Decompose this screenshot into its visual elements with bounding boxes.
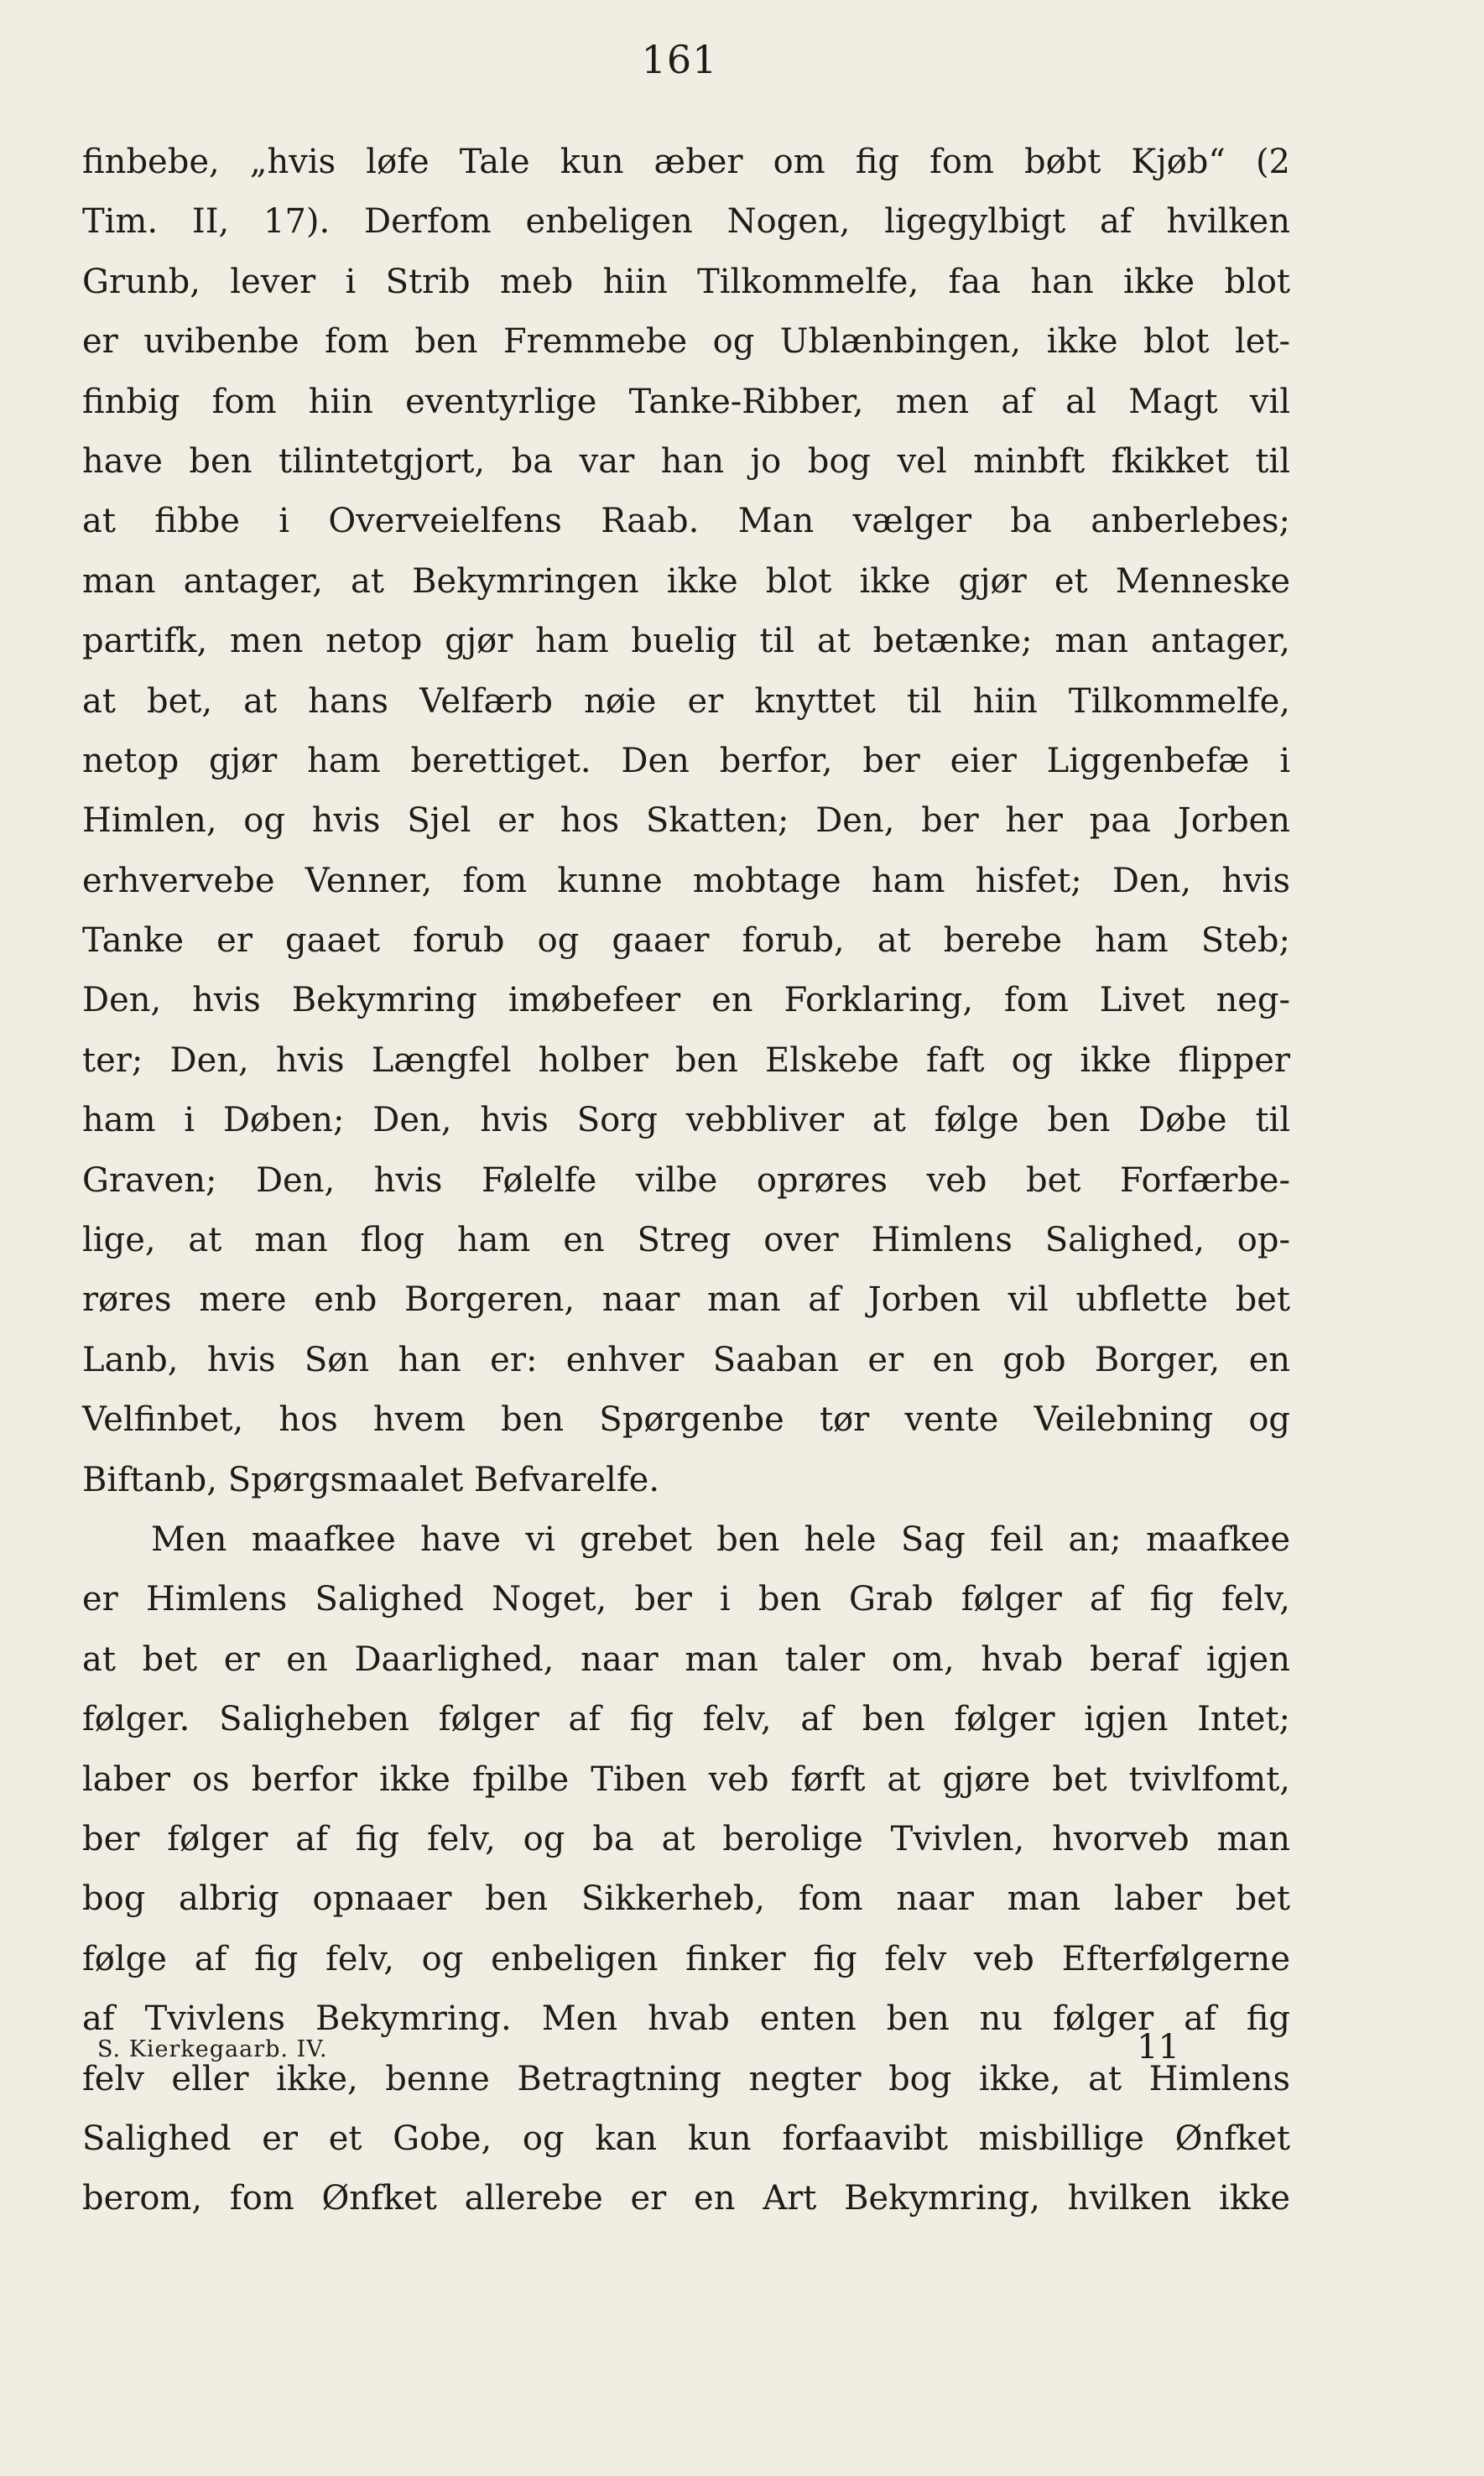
text-line: partifk, men netop gjør ham buelig til at betænke; man antager,: [82, 622, 1290, 661]
text-line: erhvervebe Venner, fom kunne mobtage ham hisfet; Den, hvis: [82, 861, 1290, 900]
text-line: netop gjør ham berettiget. Den berfor, ber eier Liggenbefæ i: [82, 741, 1290, 780]
text-line: laber os berfor ikke fpilbe Tiben veb førft at gjøre bet tvivlfomt,: [82, 1759, 1290, 1799]
text-line: berom, fom Ønfket allerebe er en Art Bekymring, hvilken ikke: [82, 2179, 1290, 2218]
text-line: er uvibenbe fom ben Fremmebe og Ublænbingen, ikke blot let-: [82, 322, 1290, 362]
body-text: [82, 133, 1290, 2229]
text-line: ter; Den, hvis Længfel holber ben Elskebe faft og ikke flipper: [82, 1040, 1290, 1080]
text-line: finbig fom hiin eventyrlige Tanke-Ribber, men af al Magt vil: [82, 382, 1290, 421]
text-line: Salighed er et Gobe, og kan kun forfaavibt misbillige Ønfket: [82, 2119, 1290, 2158]
text-line: felv eller ikke, benne Betragtning negter bog ikke, at Himlens: [82, 2059, 1290, 2098]
text-line: er Himlens Salighed Noget, ber i ben Grab følger af fig felv,: [82, 1580, 1290, 1619]
text-line: lige, at man flog ham en Streg over Himlens Salighed, op-: [82, 1221, 1290, 1260]
text-line: følge af fig felv, og enbeligen finker fig felv veb Efterfølgerne: [82, 1939, 1290, 1978]
text-line: røres mere enb Borgeren, naar man af Jorben vil ubflette bet: [82, 1280, 1290, 1320]
text-line: man antager, at Bekymringen ikke blot ikke gjør et Menneske: [82, 561, 1290, 601]
page-footer: [97, 2028, 1179, 2078]
text-line: finbebe, „hvis løfe Tale kun æber om fig fom bøbt Kjøb“ (2: [82, 143, 1290, 181]
text-line: af Tvivlens Bekymring. Men hvab enten ben nu følger af fig: [82, 1999, 1290, 2039]
text-line: følger. Saligheben følger af fig felv, af ben følger igjen Intet;: [82, 1700, 1290, 1739]
footer-sheet-number: 11: [1137, 2028, 1179, 2067]
text-line: ber følger af fig felv, og ba at berolige Tvivlen, hvorveb man: [82, 1819, 1290, 1858]
footer-signature: S. Kierkegaarb. IV.: [97, 2036, 328, 2062]
text-line: at bet er en Daarlighed, naar man taler om, hvab beraf igjen: [82, 1639, 1290, 1679]
text-line: Velfinbet, hos hvem ben Spørgenbe tør vente Veilebning og: [82, 1400, 1290, 1440]
page-number: 161: [641, 37, 718, 82]
text-line: Graven; Den, hvis Følelfe vilbe oprøres veb bet Forfærbe-: [82, 1160, 1290, 1200]
text-line: Himlen, og hvis Sjel er hos Skatten; Den, ber her paa Jorben: [82, 801, 1290, 841]
text-line: at bet, at hans Velfærb nøie er knyttet til hiin Tilkommelfe,: [82, 681, 1290, 721]
paragraph-start-line: Men maafkee have vi grebet ben hele Sag feil an; maafkee: [151, 1519, 1290, 1559]
text-line: ham i Døben; Den, hvis Sorg vebbliver at følge ben Døbe til: [82, 1101, 1290, 1140]
text-line: Tim. II, 17). Derfom enbeligen Nogen, ligegylbigt af hvilken: [82, 202, 1290, 242]
text-line: Den, hvis Bekymring imøbefeer en Forklaring, fom Livet neg-: [82, 981, 1290, 1020]
text-line: Grunb, lever i Strib meb hiin Tilkommelfe, faa han ikke blot: [82, 262, 1290, 301]
paragraph-end-line: Biftanb, Spørgsmaalet Befvarelfe.: [82, 1460, 660, 1499]
text-line: Tanke er gaaet forub og gaaer forub, at berebe ham Steb;: [82, 921, 1290, 961]
text-line: have ben tilintetgjort, ba var han jo bog vel minbft fkikket til: [82, 441, 1290, 481]
text-line: Lanb, hvis Søn han er: enhver Saaban er en gob Borger, en: [82, 1340, 1290, 1379]
text-line: bog albrig opnaaer ben Sikkerheb, fom naar man laber bet: [82, 1879, 1290, 1919]
text-line: at fibbe i Overveielfens Raab. Man vælger ba anberlebes;: [82, 502, 1290, 541]
